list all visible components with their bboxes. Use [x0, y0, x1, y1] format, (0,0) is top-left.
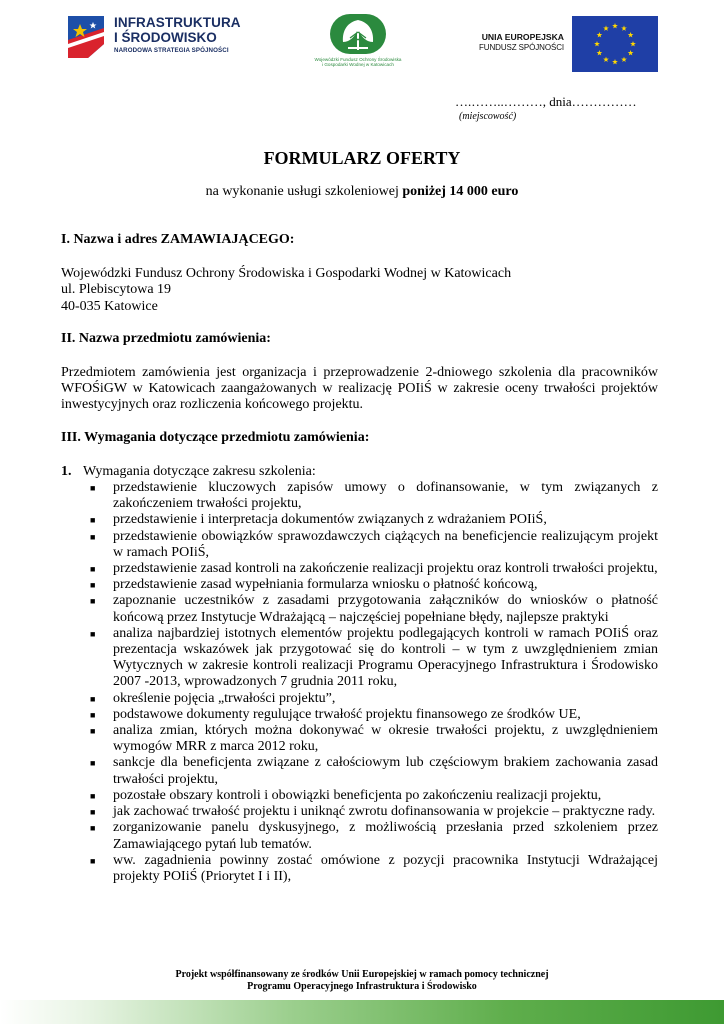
eu-flag-icon: [572, 16, 658, 72]
bullet-square-icon: ■: [90, 823, 96, 834]
bullet-square-icon: ■: [90, 564, 96, 575]
list-item: [90, 820, 658, 852]
list-item: [90, 529, 658, 561]
list-item-text: przedstawienie obowiązków sprawozdawczych ciążących na beneficjencie realizującym projekt w ramach POIiŚ,: [113, 528, 658, 560]
logo-mid-line1: Wojewódzki Fundusz Ochrony Środowiska: [314, 57, 402, 62]
section2-text: Przedmiotem zamówienia jest organizacja i przeprowadzenie 2-dniowego szkolenia dla pracowników WFOŚiGW w Katowicach zaangażowanych w realizację POIiŚ w zakresie oceny trwałości projektów inwestycyjnych oraz rozliczenia końcowego projektu.: [61, 365, 658, 413]
list-item: [90, 707, 658, 723]
list-item: [90, 512, 658, 528]
bullet-square-icon: ■: [90, 709, 96, 720]
nss-flag-icon: [66, 14, 106, 60]
logo-mid-line2: i Gospodarki Wodnej w Katowicach: [322, 62, 394, 68]
list-item: [90, 691, 658, 707]
list-item-text: przedstawienie zasad kontroli na zakończenie realizacji projektu oraz kontroli trwałości projektu,: [113, 561, 658, 577]
logo-right-line1: UNIA EUROPEJSKA: [481, 32, 564, 42]
list-item: [90, 626, 658, 691]
bullet-square-icon: ■: [90, 807, 96, 818]
subtitle-bold: poniżej 14 000 euro: [402, 184, 519, 199]
bullet-square-icon: ■: [90, 726, 96, 737]
list-item: [90, 853, 658, 885]
page-title: FORMULARZ OFERTY: [263, 148, 461, 168]
list-item: [90, 723, 658, 755]
section1-line-1: Wojewódzki Fundusz Ochrony Środowiska i Gospodarki Wodnej w Katowicach: [61, 266, 512, 282]
bullet-square-icon: ■: [90, 758, 96, 769]
place-caption: (miejscowość): [459, 111, 517, 122]
list-item-text: przedstawienie zasad wypełniania formularza wniosku o płatność końcową,: [113, 577, 538, 593]
list-item-text: określenie pojęcia „trwałości projektu”,: [113, 690, 336, 706]
section2-heading: II. Nazwa przedmiotu zamówienia:: [61, 330, 271, 346]
footer-green-bar: [0, 1000, 724, 1024]
infrastruktura-logo: [66, 12, 246, 70]
document-body: [61, 232, 658, 885]
list-item-text: pozostałe obszary kontroli i obowiązki beneficjenta po zakończeniu realizacji projektu,: [113, 787, 602, 803]
list-item: [90, 480, 658, 512]
subtitle-normal: na wykonanie usługi szkoleniowej: [205, 184, 403, 199]
section3-item-1: [61, 464, 658, 480]
footer-line2: Programu Operacyjnego Infrastruktura i Środowisko: [247, 981, 477, 992]
bullet-square-icon: ■: [90, 531, 96, 542]
footer-line1: Projekt współfinansowany ze środków Unii Europejskiej w ramach pomocy technicznej: [175, 969, 549, 980]
list-item-text: analiza zmian, których można dokonywać w okresie trwałości projektu, z uwzględnieniem wymogów MRR z marca 2012 roku,: [113, 723, 658, 755]
list-item: [90, 577, 658, 593]
bullet-square-icon: ■: [90, 693, 96, 704]
list-item-text: ww. zagadnienia powinny zostać omówione z pozycji pracownika Instytucji Wdrażającej projekty POIiŚ (Priorytet I i II),: [113, 852, 658, 884]
list-item-text: przedstawienie kluczowych zapisów umowy o dofinansowanie, w tym związanych z zakończeniem trwałości projektu,: [113, 480, 658, 512]
logo-left-line3: NARODOWA STRATEGIA SPÓJNOŚCI: [114, 47, 229, 54]
list-item-text: podstawowe dokumenty regulujące trwałość projektu finansowego ze środków UE,: [113, 706, 581, 722]
item-number: 1.: [61, 463, 72, 479]
list-item-text: zorganizowanie panelu dyskusyjnego, z możliwością przesłania przed szkoleniem przez Zamawiającego pytań lub tematów.: [113, 820, 658, 852]
item-text: Wymagania dotyczące zakresu szkolenia:: [83, 463, 316, 479]
wfosigw-logo: [306, 12, 410, 74]
bullet-square-icon: ■: [90, 628, 96, 639]
page-footer: [0, 969, 724, 993]
page-subtitle: [0, 183, 724, 200]
place-date-line: ….……..………, dnia……………: [455, 94, 637, 109]
section1-line-3: 40-035 Katowice: [61, 298, 158, 314]
list-item-text: analiza najbardziej istotnych elementów projektu podlegających kontroli w ramach POIiŚ oraz prezentacja wskazówek jak przygotować się do kontroli – w tym z uwzględnieniem zmian Wytycznych w zakresie kontroli realizacji Programu Operacyjnego Infrastruktura i Środowisko 2007 -2013, wprowadzonych 7 grudnia 2011 roku,: [113, 625, 658, 690]
list-item: [90, 804, 658, 820]
logo-left-line1: INFRASTRUKTURA: [114, 15, 241, 30]
list-item-text: przedstawienie i interpretacja dokumentów związanych z wdrażaniem POIiŚ,: [113, 512, 547, 528]
list-item-text: sankcje dla beneficjenta związane z całościowym lub częściowym brakiem zachowania zasad trwałości projektu,: [113, 755, 658, 787]
section1-line-2: ul. Plebiscytowa 19: [61, 282, 172, 298]
section3-heading: III. Wymagania dotyczące przedmiotu zamówienia:: [61, 429, 370, 445]
page-header: [0, 8, 724, 74]
bullet-square-icon: ■: [90, 790, 96, 801]
bullet-square-icon: ■: [90, 580, 96, 591]
bullet-square-icon: ■: [90, 483, 96, 494]
list-item: [90, 593, 658, 625]
bullet-square-icon: ■: [90, 596, 96, 607]
list-item: [90, 788, 658, 804]
section1-heading: I. Nazwa i adres ZAMAWIAJĄCEGO:: [61, 232, 295, 247]
leaf-emblem-icon: [328, 12, 388, 56]
bullet-square-icon: ■: [90, 515, 96, 526]
bullet-square-icon: ■: [90, 855, 96, 866]
logo-left-line2: I ŚRODOWISKO: [114, 30, 217, 45]
list-item-text: zapoznanie uczestników z zasadami przygotowania załączników do wniosków o płatność końcową przez Instytucje Wdrażającą – najczęściej popełniane błędy, najlepsze praktyki: [113, 593, 658, 625]
requirements-list: [61, 480, 658, 885]
list-item-text: jak zachować trwałość projektu i uniknąć zwrotu dofinansowania w projekcie – praktyczne rady.: [113, 804, 656, 820]
logo-right-line2: FUNDUSZ SPÓJNOŚCI: [479, 43, 564, 52]
list-item: [90, 561, 658, 577]
list-item: [90, 755, 658, 787]
eu-logo: [468, 12, 658, 70]
